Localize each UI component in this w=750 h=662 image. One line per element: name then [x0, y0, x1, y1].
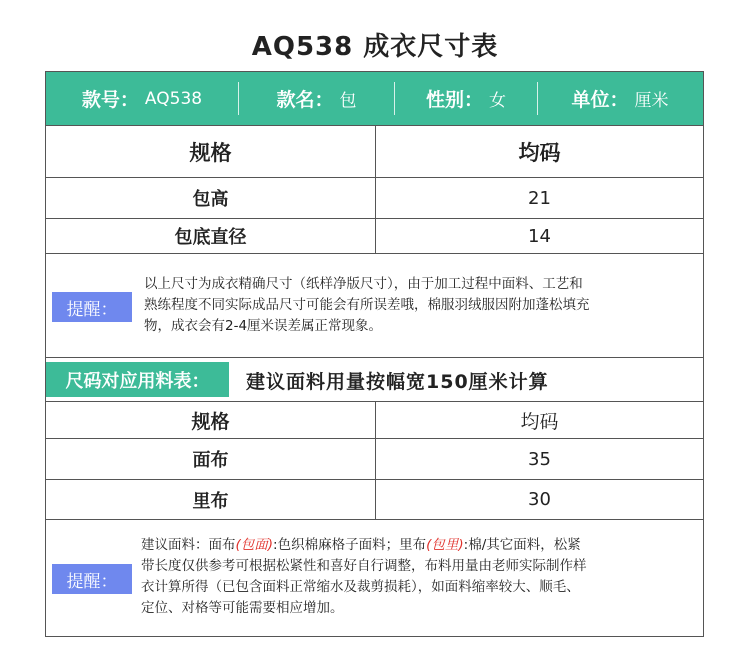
table-row — [46, 480, 703, 520]
fabric-note — [46, 520, 703, 636]
spec-column-header: 规格 — [46, 402, 376, 438]
usage-table-header — [46, 402, 703, 439]
style-number-value: AQ538 — [144, 88, 203, 109]
reminder-tag: 提醒： — [52, 292, 132, 322]
style-number-label: 款号： — [81, 89, 139, 111]
header-divider — [238, 82, 239, 115]
note-line — [141, 535, 587, 556]
size-chart-sheet — [45, 71, 704, 637]
fabric-usage-text: 建议面料用量按幅宽150厘米计算 — [246, 370, 549, 393]
note-line: 以上尺寸为成衣精确尺寸（纸样净版尺寸），由于加工过程中面料、工艺和 — [144, 276, 583, 292]
table-row — [46, 219, 703, 254]
table-row — [46, 178, 703, 219]
size-note — [46, 254, 703, 358]
highlight-text: (包里) — [426, 537, 464, 553]
spec-cell: 包高 — [46, 178, 376, 218]
size-table-header — [46, 125, 703, 178]
page-title: AQ538 成衣尺寸表 — [251, 32, 499, 62]
value-cell: 14 — [528, 225, 551, 247]
value-cell: 30 — [528, 489, 551, 510]
fabric-note-text — [141, 535, 587, 619]
info-header-bar — [46, 72, 703, 125]
size-column-header: 均码 — [518, 140, 561, 165]
style-number-cell — [46, 72, 238, 125]
note-line: 物，成衣会有2-4厘米误差属正常现象。 — [144, 318, 383, 334]
size-column-header: 均码 — [520, 410, 559, 433]
value-cell: 21 — [528, 187, 551, 209]
highlight-text: (包面) — [235, 537, 274, 553]
style-name-cell — [239, 72, 394, 125]
note-text-part: 建议面料： — [141, 537, 209, 553]
gender-label: 性别： — [425, 89, 483, 111]
unit-cell — [538, 72, 702, 125]
note-line: 熟练程度不同实际成品尺寸可能会有所误差哦，棉服羽绒服因附加蓬松填充 — [144, 297, 590, 313]
spec-cell: 里布 — [46, 480, 376, 519]
gender-cell — [395, 72, 537, 125]
style-name-value: 包 — [339, 91, 357, 111]
note-text-part: :色织棉麻格子面料；里布 — [273, 537, 427, 553]
spec-cell: 包底直径 — [46, 219, 376, 253]
size-note-text — [144, 274, 590, 337]
unit-value: 厘米 — [634, 91, 669, 111]
note-line: 带长度仅供参考可根据松紧性和喜好自行调整，布料用量由老师实际制作样 — [141, 558, 587, 574]
spec-column-header: 规格 — [46, 126, 376, 177]
note-line: 定位、对格等可能需要相应增加。 — [141, 600, 344, 616]
note-text-part: 面布 — [208, 537, 236, 553]
header-divider — [394, 82, 395, 115]
note-line: 衣计算所得（已包含面料正常缩水及裁剪损耗），如面料缩率较大、顺毛、 — [141, 579, 580, 595]
header-divider — [537, 82, 538, 115]
table-row — [46, 439, 703, 480]
fabric-usage-tag: 尺码对应用料表： — [46, 362, 229, 397]
fabric-usage-bar — [46, 358, 703, 402]
note-text-part: :棉/其它面料，松紧 — [463, 537, 581, 553]
style-name-label: 款名： — [276, 89, 334, 111]
reminder-tag: 提醒： — [52, 564, 132, 594]
gender-value: 女 — [489, 91, 506, 111]
unit-label: 单位： — [571, 89, 629, 111]
value-cell: 35 — [528, 448, 551, 470]
spec-cell: 面布 — [46, 439, 376, 479]
